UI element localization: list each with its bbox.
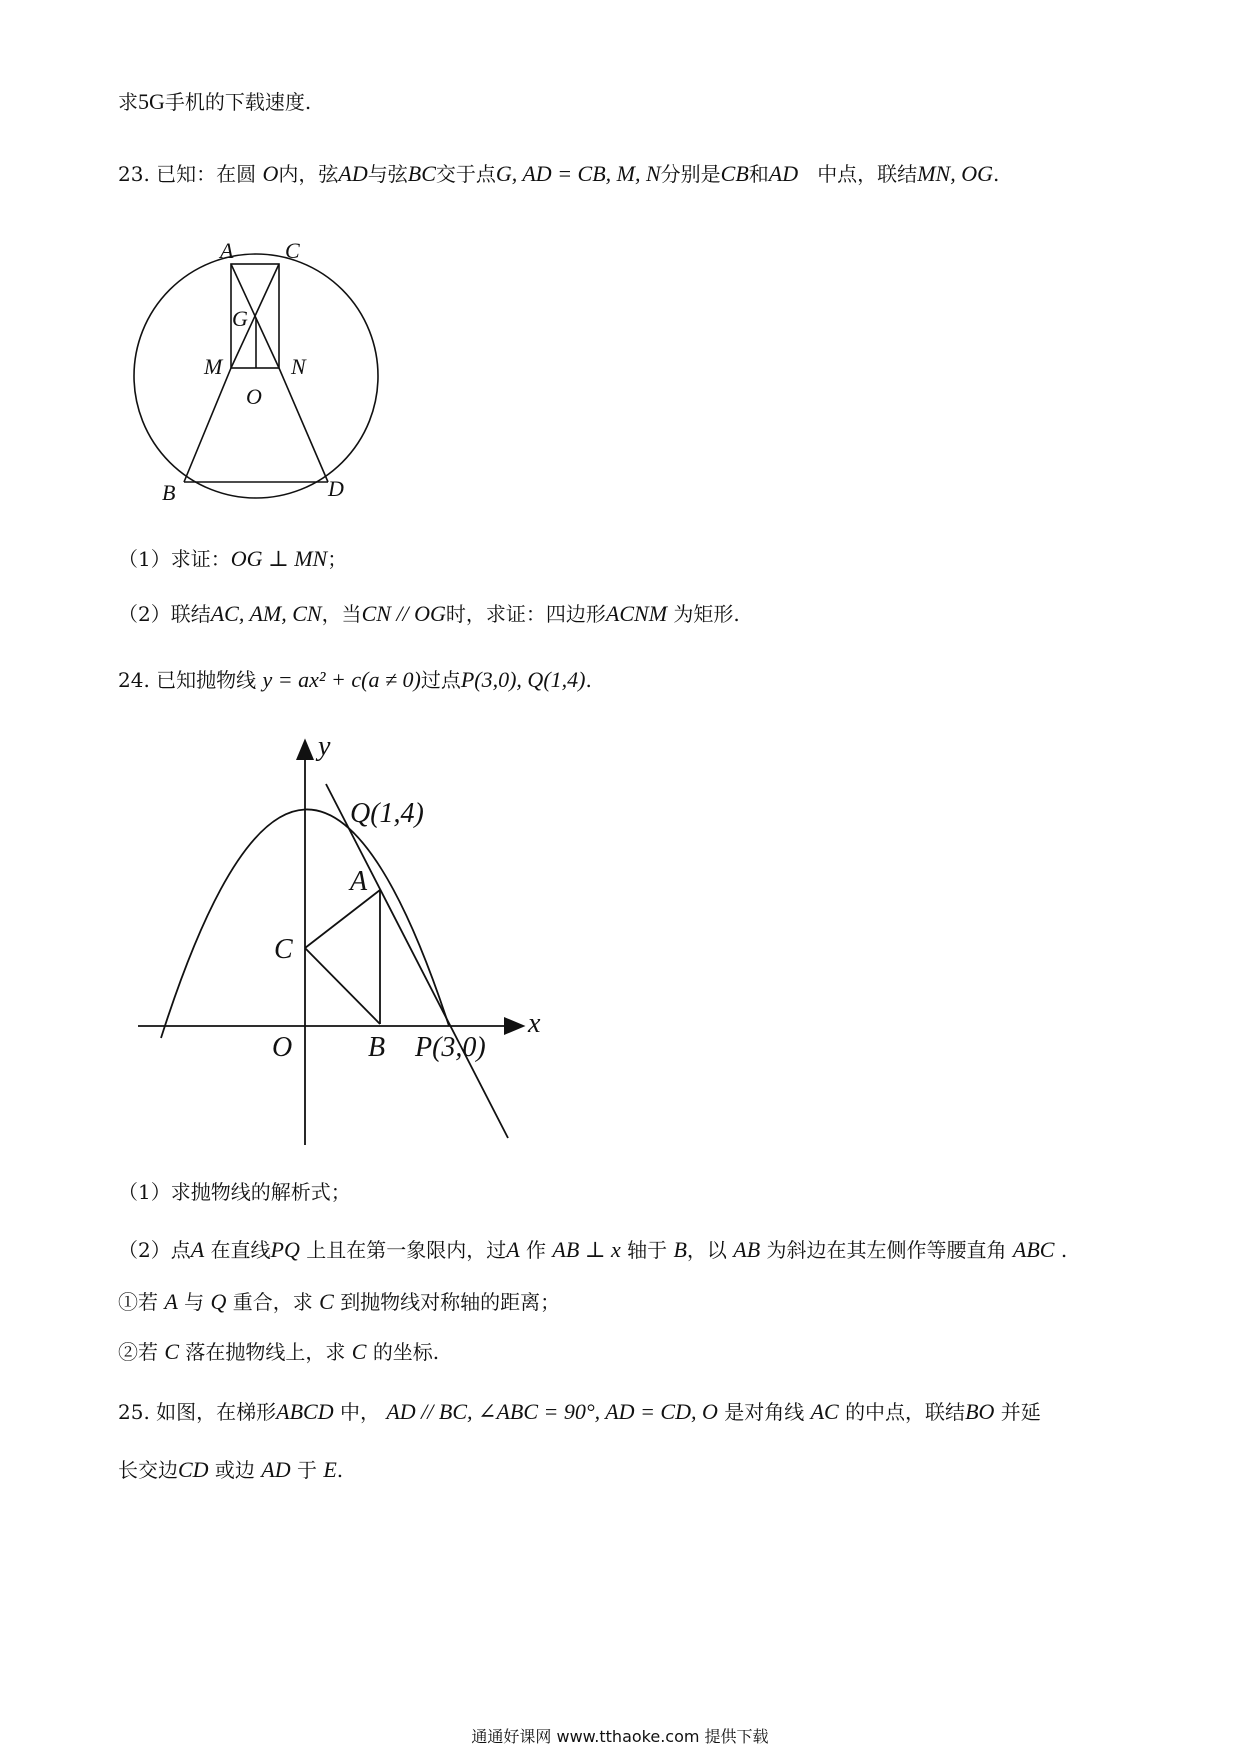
label-C: C (285, 238, 300, 263)
question-23-part-2: （2）联结AC, AM, CN，当CN // OG时，求证：四边形ACNM 为矩形. (118, 601, 740, 626)
label-A-point: A (350, 866, 368, 897)
question-24-part-2-i: ①若 A 与 Q 重合，求 C 到抛物线对称轴的距离； (118, 1289, 561, 1314)
label-N: N (291, 354, 306, 379)
label-O: O (246, 384, 262, 409)
parabola-figure (120, 730, 560, 1150)
label-G: G (232, 306, 248, 331)
question-23-part-1: （1）求证：OG ⊥ MN； (118, 546, 348, 571)
label-C-point: C (274, 934, 293, 965)
label-A: A (220, 238, 234, 263)
question-24-part-1: （1）求抛物线的解析式； (118, 1180, 351, 1204)
question-24-part-2-ii: ②若 C 落在抛物线上，求 C 的坐标. (118, 1339, 440, 1364)
label-P: P(3,0) (415, 1032, 486, 1063)
page-footer: 通通好课网 www.tthaoke.com 提供下载 (471, 1727, 769, 1746)
axis-y-label: y (318, 731, 331, 762)
label-M: M (204, 354, 223, 379)
text-line-1: 求5G手机的下载速度. (118, 89, 312, 114)
question-23: 23. 已知：在圆 O内，弦AD与弦BC交于点G, AD = CB, M, N分别是CB和AD 中点，联结MN, OG. (118, 161, 1000, 186)
question-24-part-2: （2）点A 在直线PQ 上且在第一象限内，过A 作 AB ⊥ x 轴于 B，以 AB 为斜边在其左侧作等腰直角 ABC . (118, 1237, 1068, 1262)
label-D: D (328, 476, 344, 501)
label-origin: O (272, 1032, 293, 1063)
circle-figure (100, 230, 500, 530)
label-B-point: B (368, 1032, 386, 1063)
question-24: 24. 已知抛物线 y = ax² + c(a ≠ 0)过点P(3,0), Q(1,4). (118, 667, 592, 692)
axis-x-label: x (528, 1008, 541, 1039)
label-B: B (162, 480, 176, 505)
question-25: 25. 如图，在梯形ABCD 中， AD // BC, ∠ABC = 90°, AD = CD, O 是对角线 AC 的中点，联结BO 并延 (118, 1399, 1041, 1424)
label-Q: Q(1,4) (350, 798, 424, 829)
question-25-cont: 长交边CD 或边 AD 于 E. (118, 1457, 344, 1482)
